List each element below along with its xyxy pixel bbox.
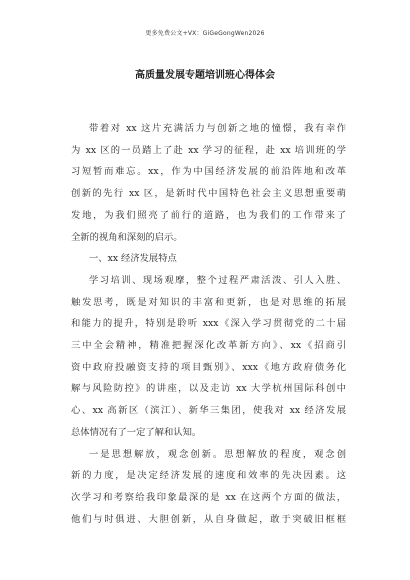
paragraph-line: 新的力度，是决定经济发展的速度和效率的先决因素。这 xyxy=(71,470,346,482)
paragraph-line: 三中全会精神，精准把握深化改革新方向》、xx《招商引 xyxy=(71,340,346,352)
header-note: 更多免费公文+VX：GiGeGongWen2026 xyxy=(145,30,265,37)
document-body xyxy=(71,118,346,530)
paragraph-line: 为 xx 区的一员踏上了赴 xx 学习的征程，赴 xx 培训班的学 xyxy=(71,144,346,156)
paragraph-line: 全新的视角和深刻的启示。 xyxy=(71,231,183,243)
paragraph-line: 和能力的提升，特别是聆听 xxx《深入学习贯彻党的二十届 xyxy=(71,318,346,330)
paragraph-line: 习短暂而难忘。xx，作为中国经济发展的前沿阵地和改革 xyxy=(71,166,346,178)
section-heading: 一、xx 经济发展特点 xyxy=(89,253,177,265)
paragraph-line: 心、xx 高新区（滨江）、新华三集团，使我对 xx 经济发展 xyxy=(71,405,346,417)
paragraph-line: 一是思想解放，观念创新。思想解放的程度，观念创 xyxy=(89,448,346,460)
paragraph-line: 创新的先行 xx 区，是新时代中国特色社会主义思想重要萌 xyxy=(71,188,346,200)
paragraph-line: 次学习和考察给我印象最深的是 xx 在这两个方面的做法， xyxy=(71,491,346,503)
paragraph-line: 资中政府投融资支持的项目甄别》、xxx《地方政府债务化 xyxy=(71,361,346,373)
paragraph-line: 发地，为我们照亮了前行的道路，也为我们的工作带来了 xyxy=(71,209,346,221)
document-title: 高质量发展专题培训班心得体会 xyxy=(135,70,275,81)
paragraph-line: 带着对 xx 这片充满活力与创新之地的憧憬，我有幸作 xyxy=(89,123,346,134)
paragraph-line: 他们与时俱进、大胆创新，从自身做起，敢于突破旧框框 xyxy=(71,513,346,525)
paragraph-line: 触发思考，既是对知识的丰富和更新，也是对思维的拓展 xyxy=(71,296,346,308)
paragraph-line: 解与风险防控》的讲座，以及走访 xx 大学杭州国际科创中 xyxy=(71,383,346,395)
paragraph-line: 总体情况有了一定了解和认知。 xyxy=(71,426,202,438)
paragraph-line: 学习培训、现场观摩，整个过程严肃活泼、引人入胜、 xyxy=(89,274,346,286)
